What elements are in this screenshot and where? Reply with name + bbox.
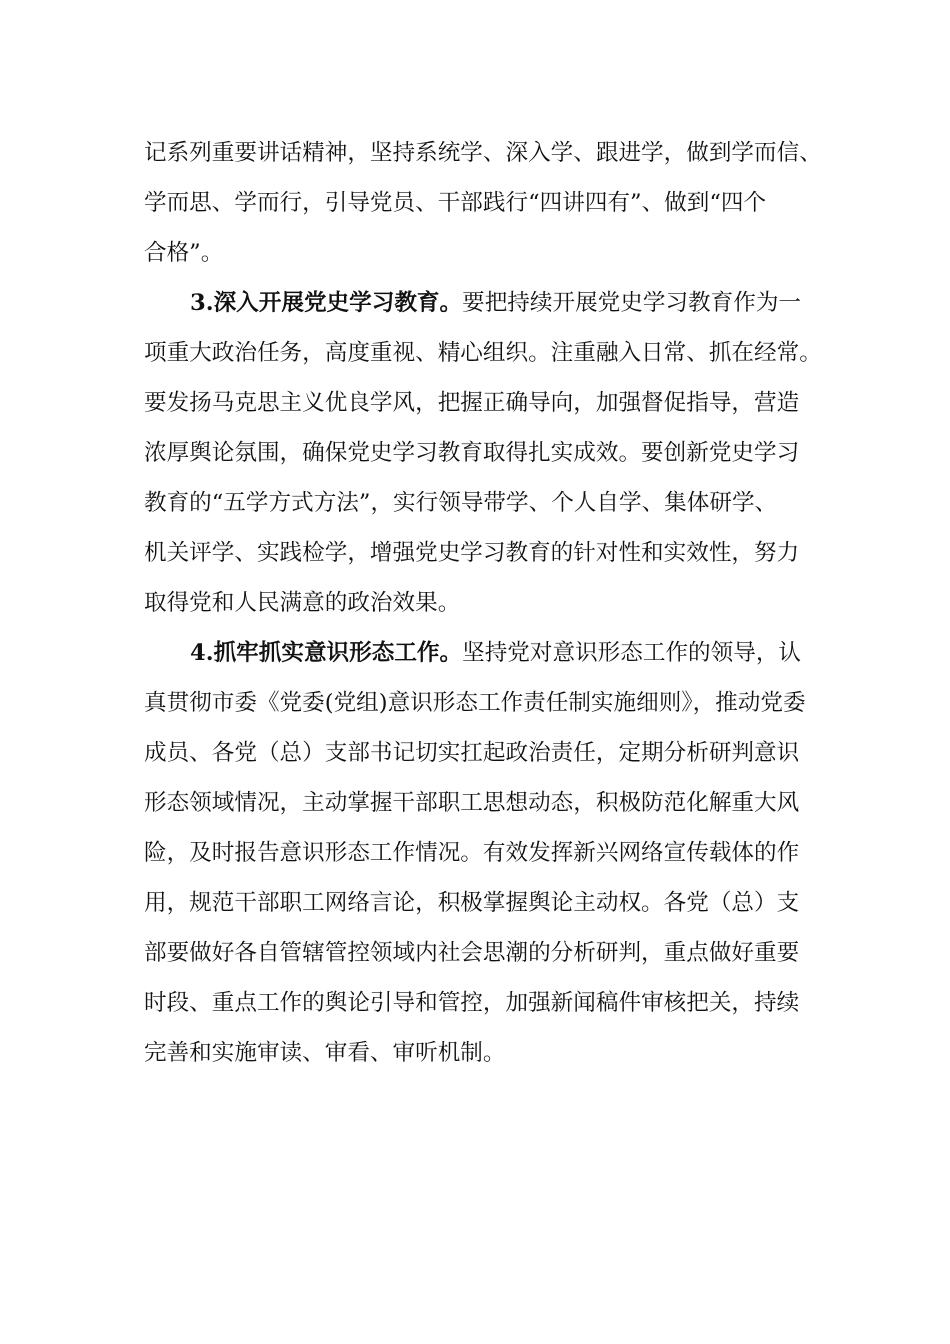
section-heading-3: 3.深入开展党史学习教育。	[190, 290, 463, 316]
paragraph-3-line: 时段、重点工作的舆论引导和管控，加强新闻稿件审核把关，持续	[144, 990, 800, 1016]
paragraph-1-line: 记系列重要讲话精神，坚持系统学、深入学、跟进学，做到学而信、	[144, 140, 822, 166]
paragraph-2-line: 取得党和人民满意的政治效果。	[144, 590, 461, 616]
paragraph-3-line: 部要做好各自管辖管控领域内社会思潮的分析研判，重点做好重要	[144, 940, 800, 966]
paragraph-3-line: 用，规范干部职工网络言论，积极掌握舆论主动权。各党（总）支	[144, 890, 800, 916]
paragraph-3-line: 真贯彻市委《党委(党组)意识形态工作责任制实施细则》，推动党委	[144, 690, 806, 716]
paragraph-3-line: 形态领域情况，主动掌握干部职工思想动态，积极防范化解重大风	[144, 790, 800, 816]
paragraph-2-first-line	[144, 278, 834, 328]
document-body	[144, 128, 834, 1078]
paragraph-3-first-line	[144, 628, 834, 678]
paragraph-2-line: 浓厚舆论氛围，确保党史学习教育取得扎实成效。要创新党史学习	[144, 440, 800, 466]
paragraph-2-line: 教育的“五学方式方法”，实行领导带学、个人自学、集体研学、	[144, 490, 778, 516]
paragraph-1-line: 合格”。	[144, 240, 224, 266]
paragraph-3-line: 完善和实施审读、审看、审听机制。	[144, 1040, 506, 1066]
paragraph-1-line: 学而思、学而行，引导党员、干部践行“四讲四有”、做到“四个	[144, 190, 767, 216]
paragraph-2-line: 项重大政治任务，高度重视、精心组织。注重融入日常、抓在经常。	[144, 340, 822, 366]
paragraph-2-line: 机关评学、实践检学，增强党史学习教育的针对性和实效性，努力	[144, 540, 800, 566]
paragraph-2-text: 要把持续开展党史学习教育作为一	[462, 290, 802, 316]
paragraph-3-text: 坚持党对意识形态工作的领导，认	[462, 640, 802, 666]
paragraph-2-line: 要发扬马克思主义优良学风，把握正确导向，加强督促指导，营造	[144, 390, 800, 416]
paragraph-3-line: 险，及时报告意识形态工作情况。有效发挥新兴网络宣传载体的作	[144, 840, 800, 866]
section-heading-4: 4.抓牢抓实意识形态工作。	[190, 640, 463, 666]
paragraph-3-line: 成员、各党（总）支部书记切实扛起政治责任，定期分析研判意识	[144, 740, 800, 766]
